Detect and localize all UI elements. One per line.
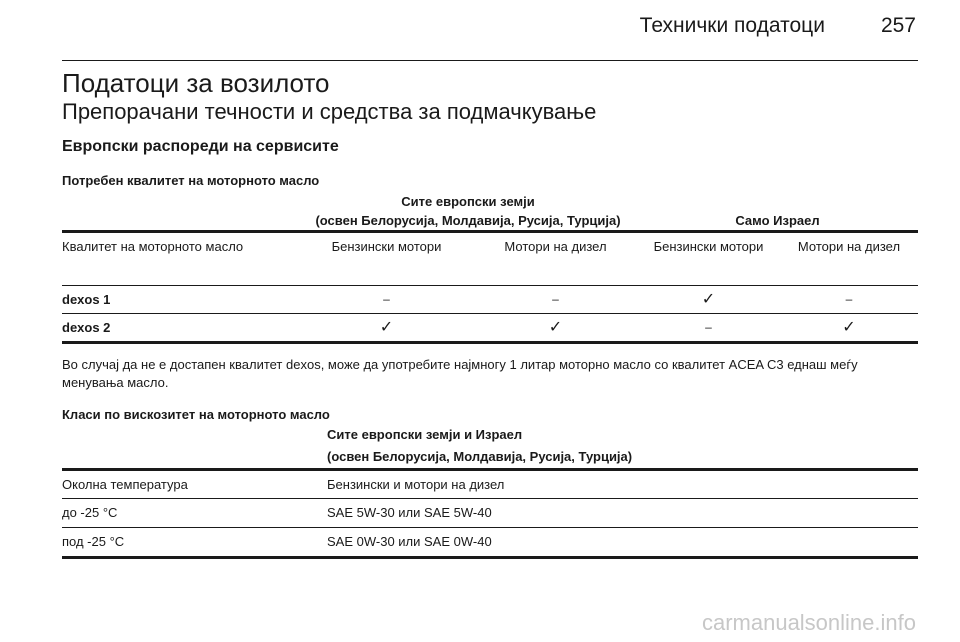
- table-row: [62, 528, 918, 558]
- row-label: dexos 2: [62, 314, 299, 343]
- dexos-note: Во случај да не е достапен квалитет dexos, може да употребите најмногу 1 литар моторно масло со квалитет ACEA C3 еднаш меѓу менувања масло.: [62, 357, 858, 390]
- group-header-europe: Сите европски земји: [401, 194, 535, 209]
- page-number: 257: [880, 14, 916, 37]
- col-header-quality: Квалитет на моторното масло: [62, 232, 299, 286]
- group-header-israel: Само Израел: [637, 211, 918, 232]
- col-header-diesel-eu: Мотори на дизел: [474, 232, 637, 286]
- table2-caption: Класи по вискозитет на моторното масло: [62, 407, 330, 422]
- col-header-engines: Бензински и мотори на дизел: [327, 470, 918, 499]
- table-row: [62, 499, 918, 528]
- header-title: Технички податоци: [639, 14, 825, 37]
- col-header-diesel-il: Мотори на дизел: [780, 232, 918, 286]
- main-content: [62, 68, 918, 559]
- check-icon: ✓: [474, 314, 637, 343]
- col-header-petrol-eu: Бензински мотори: [299, 232, 474, 286]
- oil-quality-table: [62, 192, 918, 344]
- dash-mark: –: [780, 286, 918, 314]
- table1-caption: Потребен квалитет на моторното масло: [62, 173, 320, 188]
- viscosity-cell: SAE 0W-30 или SAE 0W-40: [327, 528, 918, 558]
- temperature-cell: под -25 °C: [62, 528, 327, 558]
- dash-mark: –: [299, 286, 474, 314]
- subsection-title: Европски распореди на сервисите: [62, 138, 339, 155]
- section-title: Податоци за возилото: [62, 68, 330, 98]
- check-icon: ✓: [780, 314, 918, 343]
- group-header-europe-israel: Сите европски земји и Израел: [327, 427, 523, 442]
- col-header-petrol-il: Бензински мотори: [637, 232, 780, 286]
- header-divider: [62, 60, 918, 61]
- dash-mark: –: [637, 314, 780, 343]
- check-icon: ✓: [637, 286, 780, 314]
- section-subtitle: Препорачани течности и средства за подмачкување: [62, 99, 597, 124]
- watermark: carmanualsonline.info: [701, 610, 916, 635]
- table-row: [62, 314, 918, 343]
- col-header-temperature: Околна температура: [62, 470, 327, 499]
- row-label: dexos 1: [62, 286, 299, 314]
- group-header-europe-exceptions: (освен Белорусија, Молдавија, Русија, Турција): [299, 211, 637, 232]
- group-header-exceptions: (освен Белорусија, Молдавија, Русија, Турција): [327, 446, 918, 470]
- page-header: [640, 14, 916, 38]
- temperature-cell: до -25 °C: [62, 499, 327, 528]
- check-icon: ✓: [299, 314, 474, 343]
- dash-mark: –: [474, 286, 637, 314]
- viscosity-cell: SAE 5W-30 или SAE 5W-40: [327, 499, 918, 528]
- table-row: [62, 286, 918, 314]
- viscosity-table: [62, 424, 918, 559]
